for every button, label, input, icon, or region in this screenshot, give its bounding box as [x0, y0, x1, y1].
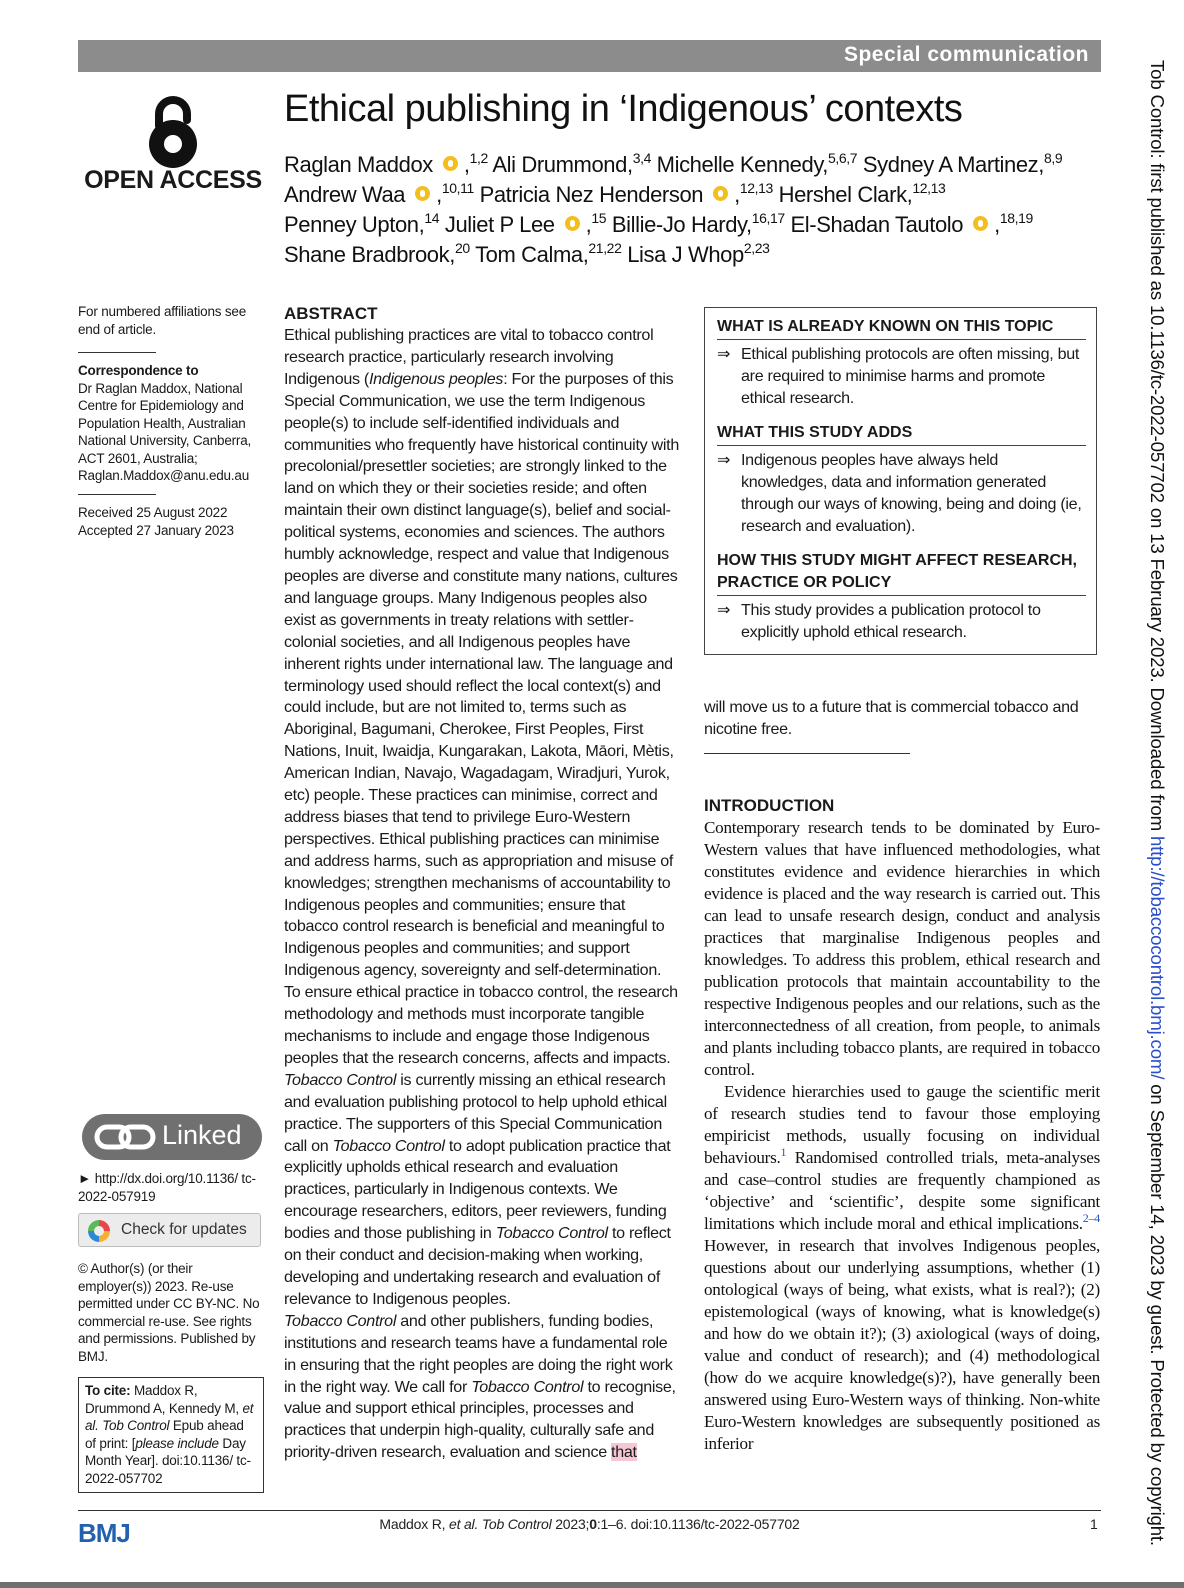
check-updates-label: Check for updates — [121, 1221, 247, 1238]
crossmark-icon — [88, 1220, 110, 1242]
check-updates-button[interactable] — [78, 1213, 261, 1247]
author-line — [284, 240, 1094, 270]
key-heading-affect: HOW THIS STUDY MIGHT AFFECT RESEARCH, PRACTICE OR POLICY — [717, 550, 1086, 596]
abstract-paragraph: Tobacco Control and other publishers, funding bodies, institutions and research teams have a fundamental role in ensuring that the right peoples are doing the right work in the right way. We call for Tobacco Control to recognise, value and support ethical principles, processes and practices that underpin high-quality, culturally safe and priority-driven research, evaluation and science that — [284, 1311, 676, 1462]
author-name[interactable]: Juliet P Lee — [444, 212, 555, 237]
copyright-side-notice: Tob Control: first published as 10.1136/tc-2022-057702 on 13 February 2023. Downloaded from http://tobaccocontrol.bmj.com/ on September 14, 2023 by guest. Protected by copyright. — [1147, 60, 1168, 1546]
affiliation-ref: 5,6,7 — [828, 150, 858, 166]
cite-etal: et al — [85, 1400, 254, 1433]
linked-label: Linked — [162, 1120, 242, 1150]
correspondence-block — [78, 362, 264, 485]
highlighted-text[interactable]: that — [611, 1443, 637, 1462]
affiliation-ref: 10,11 — [441, 180, 474, 196]
affiliation-ref: 20 — [454, 240, 470, 256]
orcid-icon[interactable] — [565, 216, 580, 231]
footer-citation: Maddox R, et al. Tob Control 2023;0:1–6. doi:10.1136/tc-2022-057702 — [379, 1516, 800, 1532]
reference-link[interactable]: 2–4 — [1082, 1211, 1100, 1225]
introduction-body — [704, 817, 1100, 1455]
author-line: Andrew Waa ,$^{10,11}$ Patricia Nez Henderson ,$^{12,13}$ Hershel Clark,$^{12,13}$ — [284, 180, 946, 207]
author-name[interactable]: Billie-Jo Hardy, — [611, 212, 752, 237]
bmj-logo: BMJ — [78, 1518, 130, 1548]
dates-block — [78, 504, 264, 539]
orcid-icon[interactable] — [713, 186, 728, 201]
introduction-heading: INTRODUCTION — [704, 796, 835, 815]
author-name[interactable]: Shane Bradbrook, — [284, 242, 455, 267]
author-name[interactable]: El-Shadan Tautolo — [790, 212, 964, 237]
key-heading-known: WHAT IS ALREADY KNOWN ON THIS TOPIC — [717, 316, 1086, 340]
cite-placeholder: please include — [135, 1435, 219, 1451]
affiliation-ref: 15 — [591, 210, 607, 226]
linked-badge[interactable] — [82, 1114, 262, 1160]
intro-paragraph: Contemporary research tends to be dominated by Euro-Western values that have influenced methodologies, what constitutes evidence and evidence hierarchies in which evidence is placed and the way research is carried out. This can lead to unsafe research design, conduct and analysis practices that marginalise Indigenous peoples and knowledges. To address this problem, ethical research and publication protocols that maintain accountability to the respective Indigenous peoples and our relations, such as the interconnectedness of all creation, from people, to animals and plants including tobacco plants, are required in tobacco control. — [704, 818, 1100, 1079]
bottom-bar — [0, 1582, 1184, 1588]
arrow-icon: ⇒ — [717, 451, 731, 469]
orcid-icon[interactable] — [415, 186, 430, 201]
affiliation-ref: 18,19 — [999, 210, 1033, 226]
section-banner — [78, 40, 1101, 72]
divider — [704, 753, 910, 754]
correspondence-heading: Correspondence to — [78, 363, 199, 378]
affiliations-note: For numbered affiliations see end of article. — [78, 304, 247, 337]
key-heading-adds: WHAT THIS STUDY ADDS — [717, 422, 1086, 446]
author-name[interactable]: Penney Upton, — [284, 212, 425, 237]
cite-text: Maddox R, Drummond A, Kennedy M, — [85, 1383, 239, 1416]
reference-link[interactable]: 1 — [780, 1145, 787, 1159]
author-name[interactable]: Tom Calma, — [475, 242, 589, 267]
divider — [78, 352, 156, 353]
key-item: ⇒ Indigenous peoples have always held knowledges, data and information generated through our ways of knowing, being and doing (ie, research and evaluation). — [717, 451, 1082, 535]
author-name[interactable]: Michelle Kennedy, — [656, 152, 829, 177]
license-text: © Author(s) (or their employer(s)) 2023. Re-use permitted under CC BY-NC. No commercial re-use. See rights and permissions. Published by BMJ. — [78, 1261, 260, 1364]
orcid-icon[interactable] — [443, 156, 458, 171]
affiliation-ref: 21,22 — [588, 240, 622, 256]
key-messages-box — [704, 307, 1097, 655]
cite-box — [78, 1377, 264, 1493]
abstract-body — [284, 325, 680, 1464]
abstract-paragraph: Ethical publishing practices are vital to tobacco control research practice, particularly research involving Indigenous (Indigenous peoples: For the purposes of this Special Communication, we use the term Indigenous people(s) to include self-identified individuals and communities who frequently have historical continuity with precolonial/presettler societies; are strongly linked to the land on which they or their societies reside; and often maintain their own distinct language(s), belief and social-political systems, economies and sciences. The authors humbly acknowledge, respect and value that Indigenous peoples are diverse and constitute many nations, cultures and language groups. Many Indigenous peoples also exist as governments in treaty relations with settler-colonial societies, and all Indigenous peoples have inherent rights under international law. The language and terminology used should reflect the local context(s) and could include, but are not limited to, terms such as Aboriginal, Bagumani, Cherokee, First Peoples, First Nations, Inuit, Iwaidja, Kungarakan, Lakota, Māori, Mètis, American Indian, Navajo, Wagadagam, Wiradjuri, Yurok, etc) people. These practices can minimise, correct and address biases that tend to privilege Euro-Western perspectives. Ethical publishing practices can minimise and address harms, such as appropriation and misuse of knowledges; strengthen mechanisms of accountability to Indigenous peoples and communities; ensure that tobacco control research is beneficial and meaningful to Indigenous peoples and communities; and support Indigenous agency, sovereignty and self-determination. To ensure ethical practice in tobacco control, the research methodology and methods must incorporate tangible mechanisms to include and engage those Indigenous peoples that the research concerns, affects and impacts. — [284, 326, 679, 1067]
author-name[interactable]: Ali Drummond, — [492, 152, 633, 177]
affiliation-ref: 14 — [424, 210, 440, 226]
affiliation-ref: 12,13 — [912, 180, 946, 196]
article-title: Ethical publishing in ‘Indigenous’ contexts — [284, 88, 963, 130]
affiliation-ref: 8,9 — [1044, 150, 1063, 166]
author-name[interactable]: Patricia Nez Henderson — [479, 182, 704, 207]
abstract-heading: ABSTRACT — [284, 304, 378, 323]
cite-journal: . Tob Control — [95, 1418, 170, 1433]
affiliation-ref: 16,17 — [751, 210, 785, 226]
link-icon — [94, 1123, 156, 1151]
open-access-label: OPEN ACCESS — [84, 166, 262, 194]
author-list — [284, 150, 1094, 270]
affiliation-ref: 12,13 — [739, 180, 773, 196]
divider — [78, 494, 156, 495]
correspondence-text: Dr Raglan Maddox, National Centre for Epidemiology and Population Health, Australian National University, Canberra, ACT 2601, Australia; Raglan.Maddox@anu.edu.au — [78, 380, 252, 483]
intro-paragraph: Evidence hierarchies used to gauge the scientific merit of research studies tend to favour those employing empiricist methods, usually focusing on individual behaviours.$^1$ Randomised controlled trials, meta-analyses and case–control studies are frequently championed as ‘objective’ and ‘scientific’, despite some significant limitations which include moral and ethical implications.$^{2-4}$ However, in research that involves Indigenous peoples, questions about our underlying assumptions, whether (1) ontological (ways of being, what exists, what is real?); (2) epistemological (ways of knowing, what is knowledge(s) and how do we obtain it?); (3) axiological (ways of doing, value and conduct of research); and (4) methodological (how do we acquire knowledge(s)?), have generally been answered using Euro-Western ways of thinking. Non-white Euro-Western knowledges are subsequently positioned as inferior — [704, 1082, 1100, 1453]
affiliation-ref: 2,23 — [743, 240, 770, 256]
open-access-icon — [135, 92, 211, 172]
abstract-continuation: will move us to a future that is commercial tobacco and nicotine free. — [704, 698, 1079, 738]
arrow-icon: ⇒ — [717, 601, 731, 619]
footer-rule — [78, 1510, 1101, 1511]
section-label: Special communication — [843, 43, 1089, 66]
accepted-date: Accepted 27 January 2023 — [78, 522, 234, 538]
arrow-icon: ⇒ — [717, 345, 731, 363]
received-date: Received 25 August 2022 — [78, 505, 228, 520]
affiliation-ref: 1,2 — [469, 150, 488, 166]
cite-text: Epub ahead of print: [ — [85, 1418, 244, 1451]
cite-text: Day Month Year]. doi:10.1136/ tc-2022-057702 — [85, 1435, 251, 1486]
author-name[interactable]: Sydney A Martinez, — [862, 152, 1044, 177]
key-item: ⇒ This study provides a publication protocol to explicitly uphold ethical research. — [717, 601, 1041, 641]
linked-article-link[interactable]: ► http://dx.doi.org/10.1136/ tc-2022-057919 — [78, 1171, 256, 1204]
orcid-icon[interactable] — [973, 216, 988, 231]
page-number: 1 — [1090, 1516, 1098, 1532]
affiliation-ref: 3,4 — [632, 150, 651, 166]
author-name[interactable]: Andrew Waa — [284, 182, 406, 207]
key-item: ⇒ Ethical publishing protocols are often missing, but are required to minimise harms and promote ethical research. — [717, 345, 1080, 407]
author-name[interactable]: Hershel Clark, — [778, 182, 913, 207]
journal-url-link[interactable]: http://tobaccocontrol.bmj.com/ — [1147, 835, 1168, 1080]
author-name[interactable]: Lisa J Whop — [627, 242, 744, 267]
abstract-paragraph: Tobacco Control is currently missing an ethical research and evaluation publishing protocol to help uphold ethical practice. The supporters of this Special Communication call on Tobacco Control to adopt publication practice that explicitly upholds ethical research and evaluation practices, particularly in Indigenous contexts. We encourage researchers, editors, peer reviewers, funding bodies and those publishing in Tobacco Control to reflect on their conduct and decision-making when working, developing and undertaking research and evaluation of relevance to Indigenous peoples. — [284, 1070, 671, 1308]
cite-label: To cite: — [85, 1383, 131, 1398]
author-name[interactable]: Raglan Maddox — [284, 152, 433, 177]
author-line: Penney Upton,$^{14}$ Juliet P Lee ,$^{15}$ Billie-Jo Hardy,$^{16,17}$ El-Shadan Tautolo ,$^{18,19}$ — [284, 210, 1033, 237]
author-line: Raglan Maddox ,$^{1,2}$ Ali Drummond,$^{3,4}$ Michelle Kennedy,$^{5,6,7}$ Sydney A Martinez,$^{8,9}$ — [284, 150, 1063, 177]
